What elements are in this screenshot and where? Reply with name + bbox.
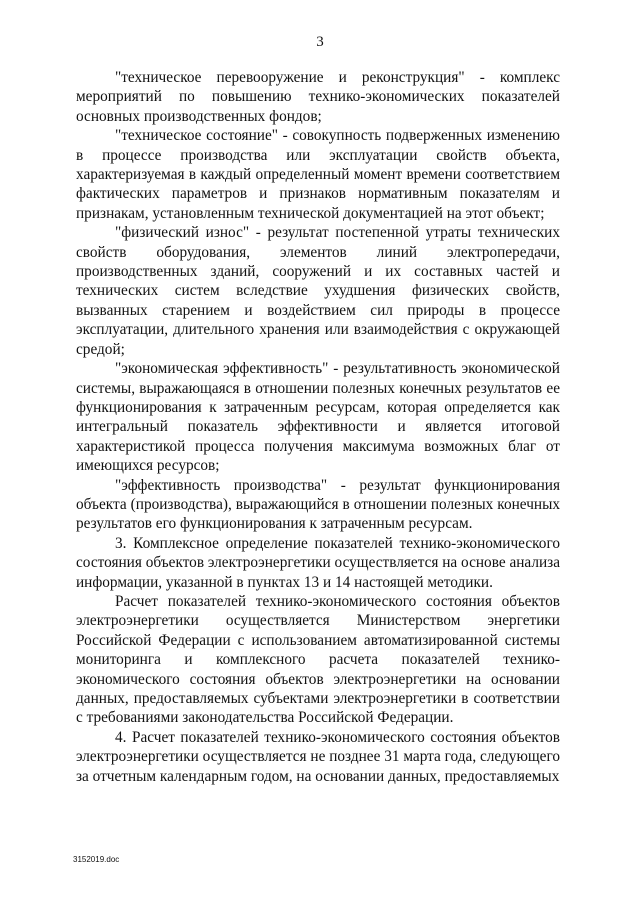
definition-production-efficiency: "эффективность производства" - результат функционирования объекта (производства), выражающийся в отношении полезных конечных результатов его функционирования к затраченным ресурсам. — [76, 476, 560, 533]
clause-3-calculation: Расчет показателей технико-экономического состояния объектов электроэнергетики осуществляется Министерством энергетики Российской Федерации с использованием автоматизированной системы мониторинга и комплексного расчета показателей технико-экономического состояния объектов электроэнергетики на основании данных, предоставляемых субъектами электроэнергетики в соответствии с требованиями законодательства Российской Федерации. — [76, 592, 560, 727]
page-number: 3 — [316, 34, 324, 50]
definition-economic-efficiency: "экономическая эффективность" - результативность экономической системы, выражающаяся в отношении полезных конечных результатов ее функционирования к затраченным ресурсам, которая определяется как интегральный показатель эффективности и является итоговой характеристикой процесса получения максимума возможных благ от имеющихся ресурсов; — [76, 360, 560, 475]
definition-physical-wear: "физический износ" - результат постепенной утраты технических свойств оборудования, элементов линий электропередачи, производственных зданий, сооружений и их составных частей и технических систем вследствие ухудшения физических свойств, вызванных старением и воздействием сил природы в процессе эксплуатации, длительного хранения или взаимодействия с окружающей средой; — [76, 224, 560, 358]
definition-technical-condition: "техническое состояние" - совокупность подверженных изменению в процессе производства или эксплуатации свойств объекта, характеризуемая в каждый определенный момент времени соответствием фактических параметров и признаков нормативным показателям и признакам, установленным технической документацией на этот объект; — [76, 127, 560, 222]
clause-3: 3. Комплексное определение показателей технико-экономического состояния объектов электроэнергетики осуществляется на основе анализа информации, указанной в пунктах 13 и 14 настоящей методики. — [76, 534, 560, 591]
definition-technical-reequipment: "техническое перевооружение и реконструкция" - комплекс мероприятий по повышению технико-экономических показателей основных производственных фондов; — [76, 69, 560, 125]
document-body — [76, 68, 560, 786]
document-code: 3152019.doc — [73, 855, 120, 864]
clause-4: 4. Расчет показателей технико-экономического состояния объектов электроэнергетики осуществляется не позднее 31 марта года, следующего за отчетным календарным годом, на основании данных, предоставляемых — [76, 728, 560, 785]
